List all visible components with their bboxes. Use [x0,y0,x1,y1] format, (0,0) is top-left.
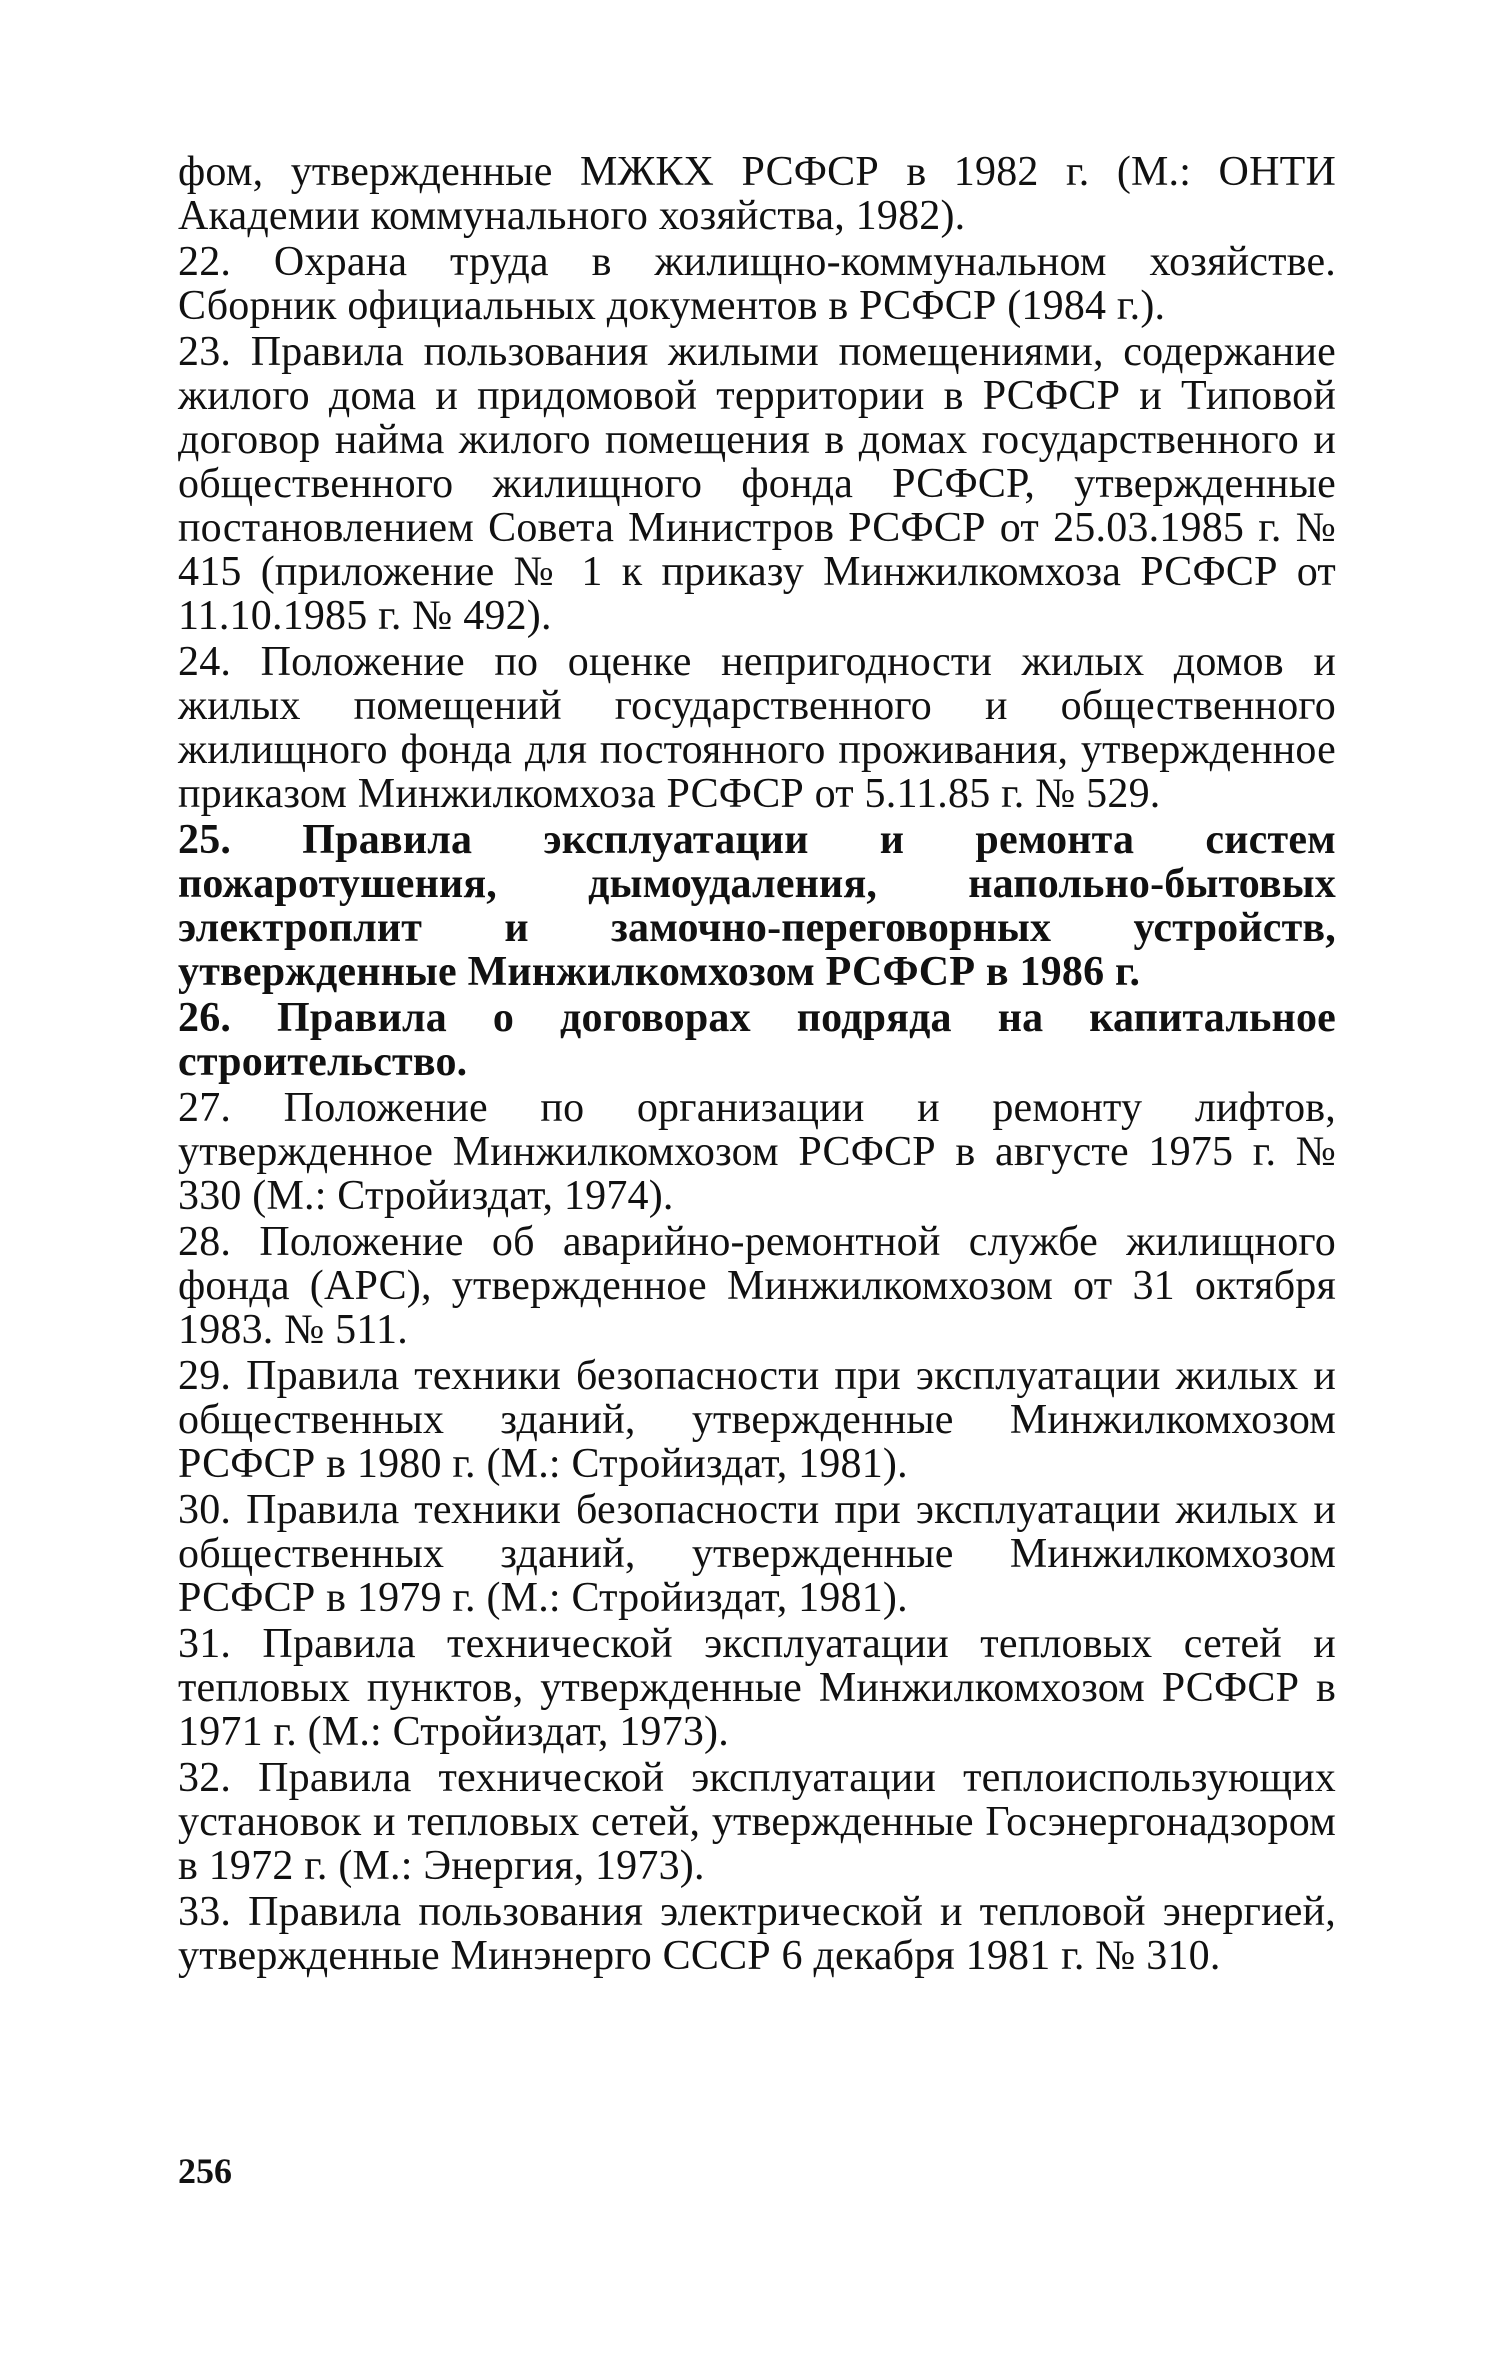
page-number: 256 [178,2151,232,2191]
reference-entry-26: 26. Правила о договорах подряда на капитальное строительство. [178,995,1336,1085]
reference-entry-24: 24. Положение по оценке непригодности жилых домов и жилых помещений государственного и общественного жилищного фонда для постоянного проживания, утвержденное приказом Минжилкомхоза РСФСР от 5.11.85 г. № 529. [178,639,1336,817]
reference-entry-30: 30. Правила техники безопасности при эксплуатации жилых и общественных зданий, утвержденные Минжилкомхозом РСФСР в 1979 г. (М.: Стройиздат, 1981). [178,1487,1336,1621]
document-page [178,150,1336,1980]
reference-entry-33: 33. Правила пользования электрической и тепловой энергией, утвержденные Минэнерго СССР 6 декабря 1981 г. № 310. [178,1889,1336,1979]
reference-entry-32: 32. Правила технической эксплуатации теплоиспользующих установок и тепловых сетей, утвержденные Госэнергонадзором в 1972 г. (М.: Энергия, 1973). [178,1755,1336,1889]
reference-entry-23: 23. Правила пользования жилыми помещениями, содержание жилого дома и придомовой территории в РСФСР и Типовой договор найма жилого помещения в домах государственного и общественного жилищного фонда РСФСР, утвержденные постановлением Совета Министров РСФСР от 25.03.1985 г. № 415 (приложение № 1 к приказу Минжилкомхоза РСФСР от 11.10.1985 г. № 492). [178,329,1336,639]
reference-entry-29: 29. Правила техники безопасности при эксплуатации жилых и общественных зданий, утвержденные Минжилкомхозом РСФСР в 1980 г. (М.: Стройиздат, 1981). [178,1353,1336,1487]
reference-entry-22: 22. Охрана труда в жилищно-коммунальном хозяйстве. Сборник официальных документов в РСФСР (1984 г.). [178,239,1336,329]
reference-entry-31: 31. Правила технической эксплуатации тепловых сетей и тепловых пунктов, утвержденные Минжилкомхозом РСФСР в 1971 г. (М.: Стройиздат, 1973). [178,1621,1336,1755]
reference-entry-21-continued: фом, утвержденные МЖКХ РСФСР в 1982 г. (М.: ОНТИ Академии коммунального хозяйства, 1982). [178,149,1336,239]
reference-entry-25: 25. Правила эксплуатации и ремонта систем пожаротушения, дымоудаления, напольно-бытовых электроплит и замочно-переговорных устройств, утвержденные Минжилкомхозом РСФСР в 1986 г. [178,817,1336,995]
reference-entry-28: 28. Положение об аварийно-ремонтной службе жилищного фонда (АРС), утвержденное Минжилкомхозом от 31 октября 1983. № 511. [178,1219,1336,1353]
reference-entry-27: 27. Положение по организации и ремонту лифтов, утвержденное Минжилкомхозом РСФСР в августе 1975 г. № 330 (М.: Стройиздат, 1974). [178,1085,1336,1219]
